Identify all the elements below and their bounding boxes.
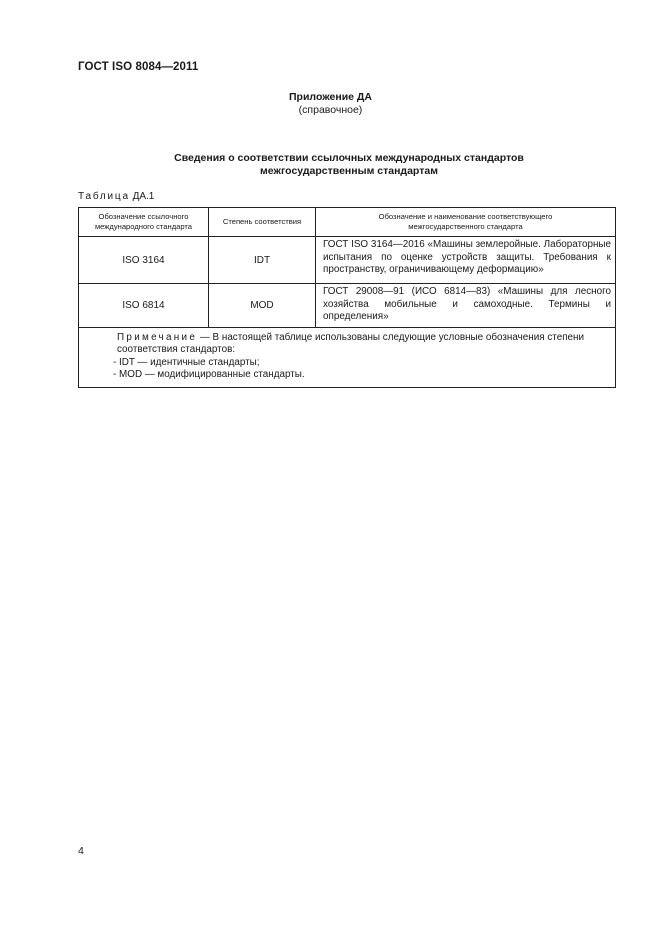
column-header-standard	[316, 208, 616, 237]
reference-standards-table	[78, 207, 616, 388]
cell-degree: IDT	[209, 237, 316, 284]
note-text	[83, 332, 611, 357]
cell-standard: ГОСТ 29008—91 (ИСО 6814—83) «Машины для лесного хозяйства мобильные и самоходные. Термины и определения»	[316, 284, 616, 328]
table-note-row	[79, 327, 616, 387]
page-number: 4	[78, 845, 84, 857]
document-code: ГОСТ ISO 8084—2011	[78, 61, 199, 73]
cell-reference: ISO 6814	[79, 284, 209, 328]
section-heading-line-2: межгосударственным стандартам	[260, 165, 438, 177]
appendix-header	[0, 91, 661, 117]
table-row	[79, 237, 616, 284]
column-header-standard-line-1: Обозначение и наименование соответствующего	[378, 212, 553, 221]
cell-standard: ГОСТ ISO 3164—2016 «Машины землеройные. Лабораторные испытания по оценке устройств защиты. Требования к пространству, ограничивающему деформацию»	[316, 237, 616, 284]
table-caption-word: Таблица	[78, 191, 130, 202]
table-caption	[78, 191, 154, 202]
note-body: — В настоящей таблице использованы следующие условные обозначения степени соответствия стандартов:	[117, 331, 585, 355]
appendix-type: (справочное)	[298, 104, 363, 116]
column-header-reference-line-1: Обозначение ссылочного	[98, 212, 189, 221]
column-header-degree: Степень соответствия	[209, 208, 316, 237]
section-heading-line-1: Сведения о соответствии ссылочных международных стандартов	[174, 152, 524, 164]
cell-degree: MOD	[209, 284, 316, 328]
column-header-standard-line-2: межгосударственного стандарта	[408, 222, 523, 231]
appendix-title: Приложение ДА	[289, 91, 372, 103]
cell-reference: ISO 3164	[79, 237, 209, 284]
note-item-mod: - MOD — модифицированные стандарты.	[113, 369, 305, 380]
column-header-reference	[79, 208, 209, 237]
table-row	[79, 284, 616, 328]
note-label: Примечание	[117, 331, 198, 343]
section-heading	[0, 152, 661, 178]
table-caption-number: ДА.1	[129, 191, 155, 202]
column-header-reference-line-2: международного стандарта	[94, 222, 193, 231]
table-header-row	[79, 208, 616, 237]
table-note	[79, 327, 616, 387]
note-item-idt: - IDT — идентичные стандарты;	[113, 356, 260, 368]
